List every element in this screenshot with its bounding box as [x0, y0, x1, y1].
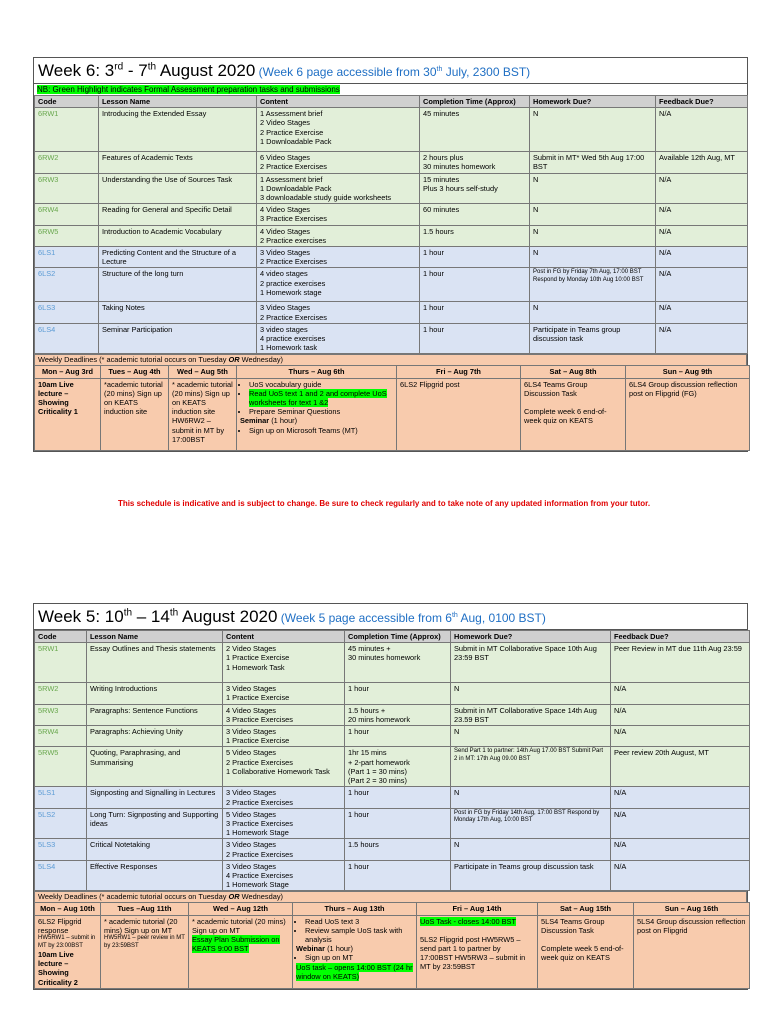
- lesson-content: 3 Video Stages 1 Practice Exercise: [223, 683, 345, 704]
- week5-schedule: [33, 603, 748, 990]
- table-row: [35, 643, 750, 683]
- homework-due: Submit in MT* Wed 5th Aug 17:00 BST: [530, 152, 656, 173]
- lesson-content: 3 Video Stages 2 Practice Exercises: [257, 302, 420, 323]
- lesson-code: 6LS4: [35, 323, 99, 354]
- day-header: Sat – Aug 15th: [538, 903, 634, 915]
- completion-time: 1 hour: [420, 302, 530, 323]
- feedback-due: Available 12th Aug, MT: [656, 152, 748, 173]
- day-header-row: [35, 366, 750, 378]
- table-row: [35, 704, 750, 725]
- completion-time: 1 hour: [345, 808, 451, 839]
- lesson-code: 6RW2: [35, 152, 99, 173]
- feedback-due: N/A: [656, 268, 748, 302]
- lesson-code: 5RW2: [35, 683, 87, 704]
- header-cell: Content: [257, 96, 420, 108]
- sun-cell: 6LS4 Group discussion reflection post on Flipgrid (FG): [626, 378, 750, 450]
- day-header: Sun – Aug 9th: [626, 366, 750, 378]
- lesson-content: 2 Video Stages 1 Practice Exercise 1 Homework Task: [223, 643, 345, 683]
- header-cell: Completion Time (Approx): [345, 631, 451, 643]
- lesson-code: 5LS3: [35, 839, 87, 860]
- lesson-name: Seminar Participation: [99, 323, 257, 354]
- feedback-due: N/A: [611, 787, 750, 808]
- lesson-name: Paragraphs: Sentence Functions: [87, 704, 223, 725]
- mon-cell: 6LS2 Flipgrid response HW5RW1 – submit in MT by 23:00BST 10am Live lecture – Showing Criticality 2: [35, 915, 101, 988]
- day-header: Fri – Aug 7th: [397, 366, 521, 378]
- feedback-due: N/A: [611, 839, 750, 860]
- title-text: Week 5: 10: [38, 607, 124, 626]
- day-header-row: [35, 903, 750, 915]
- homework-due: N: [530, 225, 656, 246]
- lesson-code: 6LS2: [35, 268, 99, 302]
- tue-cell: *academic tutorial (20 mins) Sign up on KEATS induction site: [101, 378, 169, 450]
- header-cell: Homework Due?: [451, 631, 611, 643]
- lesson-code: 6RW5: [35, 225, 99, 246]
- day-header: Tues –Aug 11th: [101, 903, 189, 915]
- feedback-due: Peer Review in MT due 11th Aug 23:59: [611, 643, 750, 683]
- lesson-content: 4 Video Stages 2 Practice exercises: [257, 225, 420, 246]
- list-item: • Review sample UoS task with analysis: [305, 926, 413, 944]
- lesson-content: 1 Assessment brief 2 Video Stages 2 Practice Exercise 1 Downloadable Pack: [257, 108, 420, 152]
- lesson-content: 1 Assessment brief 1 Downloadable Pack 3 downloadable study guide worksheets: [257, 173, 420, 204]
- thu-cell: • UoS vocabulary guide • Read UoS text 1 and 2 and complete UoS worksheets for text 1 &2 • Prepare Seminar Questions Seminar (1 hour) • Sign up on Microsoft Teams (MT): [237, 378, 397, 450]
- header-cell: Homework Due?: [530, 96, 656, 108]
- homework-due: N: [530, 302, 656, 323]
- day-header: Thurs – Aug 13th: [293, 903, 417, 915]
- table-row: [35, 860, 750, 891]
- fri-cell: 6LS2 Flipgrid post: [397, 378, 521, 450]
- lesson-code: 6RW4: [35, 204, 99, 225]
- lesson-content: 3 Video Stages 2 Practice Exercises: [257, 247, 420, 268]
- homework-due: N: [530, 204, 656, 225]
- feedback-due: N/A: [611, 726, 750, 747]
- list-item: • Read UoS text 1 and 2 and complete UoS worksheets for text 1 &2: [249, 389, 393, 407]
- mon-cell: 10am Live lecture – Showing Criticality 1: [35, 378, 101, 450]
- week6-title: [34, 58, 747, 84]
- feedback-due: N/A: [656, 173, 748, 204]
- header-cell: Content: [223, 631, 345, 643]
- sun-cell: 5LS4 Group discussion reflection post on Flipgrid: [634, 915, 750, 988]
- header-cell: Completion Time (Approx): [420, 96, 530, 108]
- lesson-name: Quoting, Paraphrasing, and Summarising: [87, 747, 223, 787]
- day-content-row: [35, 378, 750, 450]
- completion-time: 1 hour: [345, 860, 451, 891]
- title-text: August 2020: [156, 61, 256, 80]
- homework-due: Participate in Teams group discussion task: [451, 860, 611, 891]
- lesson-code: 6RW1: [35, 108, 99, 152]
- day-header: Sat – Aug 8th: [521, 366, 626, 378]
- lesson-name: Essay Outlines and Thesis statements: [87, 643, 223, 683]
- completion-time: 45 minutes + 30 minutes homework: [345, 643, 451, 683]
- lesson-code: 5RW4: [35, 726, 87, 747]
- table-row: [35, 247, 748, 268]
- feedback-due: N/A: [611, 860, 750, 891]
- lesson-code: 6LS3: [35, 302, 99, 323]
- homework-due: N: [451, 839, 611, 860]
- week5-title: [34, 604, 747, 630]
- table-row: [35, 268, 748, 302]
- lesson-code: 5RW3: [35, 704, 87, 725]
- day-header: Thurs – Aug 6th: [237, 366, 397, 378]
- schedule-notice: This schedule is indicative and is subject to change. Be sure to check regularly and to take note of any updated information from your tutor.: [117, 499, 651, 508]
- week5-deadlines-table: [34, 902, 750, 988]
- completion-time: 1 hour: [345, 683, 451, 704]
- title-text: Week 6: 3: [38, 61, 115, 80]
- title-sup: th: [169, 607, 179, 619]
- list-item: • UoS vocabulary guide: [249, 380, 393, 389]
- header-cell: Code: [35, 631, 87, 643]
- lesson-code: 5LS2: [35, 808, 87, 839]
- week5-access-note: (Week 5 page accessible from 6th Aug, 0100 BST): [277, 611, 546, 625]
- lesson-content: 4 video stages 2 practice exercises 1 Homework stage: [257, 268, 420, 302]
- lesson-code: 5RW1: [35, 643, 87, 683]
- lesson-name: Paragraphs: Achieving Unity: [87, 726, 223, 747]
- table-row: [35, 747, 750, 787]
- feedback-due: N/A: [656, 225, 748, 246]
- week6-access-note: (Week 6 page accessible from 30th July, 2300 BST): [255, 65, 531, 79]
- table-row: [35, 323, 748, 354]
- homework-due: Submit in MT Collaborative Space 10th Aug 23:59 BST: [451, 643, 611, 683]
- table-row: [35, 108, 748, 152]
- lesson-content: 4 Video Stages 3 Practice Exercises: [223, 704, 345, 725]
- completion-time: 15 minutes Plus 3 hours self-study: [420, 173, 530, 204]
- homework-due: N: [451, 726, 611, 747]
- day-header: Tues – Aug 4th: [101, 366, 169, 378]
- homework-due: N: [451, 683, 611, 704]
- title-sup: th: [147, 61, 157, 73]
- lesson-code: 6RW3: [35, 173, 99, 204]
- table-row: [35, 173, 748, 204]
- table-row: [35, 787, 750, 808]
- homework-due: Submit in MT Collaborative Space 14th Aug 23.59 BST: [451, 704, 611, 725]
- lesson-content: 5 Video Stages 3 Practice Exercises 1 Homework Stage: [223, 808, 345, 839]
- title-sup: rd: [114, 61, 124, 73]
- lesson-name: Long Turn: Signposting and Supporting ideas: [87, 808, 223, 839]
- list-item: • Read UoS text 3: [305, 917, 413, 926]
- table-row: [35, 302, 748, 323]
- feedback-due: Peer review 20th August, MT: [611, 747, 750, 787]
- lesson-content: 6 Video Stages 2 Practice Exercises: [257, 152, 420, 173]
- feedback-due: N/A: [656, 323, 748, 354]
- feedback-due: N/A: [611, 704, 750, 725]
- lesson-code: 6LS1: [35, 247, 99, 268]
- header-cell: Lesson Name: [99, 96, 257, 108]
- table-header-row: [35, 631, 750, 643]
- homework-due: Post in FG by Friday 7th Aug, 17:00 BST Respond by Monday 10th Aug 10:00 BST: [530, 268, 656, 302]
- table-row: [35, 839, 750, 860]
- homework-due: N: [530, 108, 656, 152]
- feedback-due: N/A: [611, 683, 750, 704]
- table-row: [35, 225, 748, 246]
- day-header: Mon – Aug 3rd: [35, 366, 101, 378]
- week6-deadlines-table: [34, 365, 750, 450]
- lesson-name: Structure of the long turn: [99, 268, 257, 302]
- table-row: [35, 683, 750, 704]
- homework-due: N: [530, 247, 656, 268]
- list-item: • Sign up on MT: [305, 953, 413, 962]
- lesson-name: Critical Notetaking: [87, 839, 223, 860]
- table-row: [35, 726, 750, 747]
- lesson-name: Introduction to Academic Vocabulary: [99, 225, 257, 246]
- title-text: August 2020: [178, 607, 278, 626]
- lesson-name: Reading for General and Specific Detail: [99, 204, 257, 225]
- title-text: – 14: [132, 607, 170, 626]
- completion-time: 45 minutes: [420, 108, 530, 152]
- day-header: Wed – Aug 5th: [169, 366, 237, 378]
- sat-cell: 6LS4 Teams Group Discussion Task Complete week 6 end-of-week quiz on KEATS: [521, 378, 626, 450]
- lesson-code: 5RW5: [35, 747, 87, 787]
- day-content-row: [35, 915, 750, 988]
- feedback-due: N/A: [656, 108, 748, 152]
- homework-due: Post in FG by Friday 14th Aug, 17:00 BST Respond by Monday 17th Aug, 10:00 BST: [451, 808, 611, 839]
- completion-time: 1 hour: [345, 787, 451, 808]
- lesson-name: Writing Introductions: [87, 683, 223, 704]
- day-header: Wed – Aug 12th: [189, 903, 293, 915]
- lesson-content: 3 Video Stages 2 Practice Exercises: [223, 787, 345, 808]
- lesson-code: 5LS1: [35, 787, 87, 808]
- list-item: • Sign up on Microsoft Teams (MT): [249, 426, 393, 435]
- feedback-due: N/A: [656, 204, 748, 225]
- lesson-content: 3 Video Stages 4 Practice Exercises 1 Homework Stage: [223, 860, 345, 891]
- day-header: Sun – Aug 16th: [634, 903, 750, 915]
- lesson-name: Understanding the Use of Sources Task: [99, 173, 257, 204]
- table-row: [35, 808, 750, 839]
- table-header-row: [35, 96, 748, 108]
- lesson-content: 3 Video Stages 2 Practice Exercises: [223, 839, 345, 860]
- feedback-due: N/A: [656, 247, 748, 268]
- completion-time: 1.5 hours: [345, 839, 451, 860]
- feedback-due: N/A: [656, 302, 748, 323]
- table-row: [35, 152, 748, 173]
- completion-time: 1 hour: [345, 726, 451, 747]
- completion-time: 1 hour: [420, 268, 530, 302]
- weekly-deadlines-heading: Weekly Deadlines (* academic tutorial occurs on Tuesday OR Wednesday): [34, 891, 747, 902]
- title-text: - 7: [123, 61, 148, 80]
- lesson-name: Features of Academic Texts: [99, 152, 257, 173]
- header-cell: Feedback Due?: [656, 96, 748, 108]
- homework-due: N: [530, 173, 656, 204]
- wed-cell: * academic tutorial (20 mins) Sign up on MT Essay Plan Submission on KEATS 9:00 BST: [189, 915, 293, 988]
- highlight-note: NB: Green Highlight indicates Formal Assessment preparation tasks and submissions: [37, 85, 340, 94]
- week6-schedule: [33, 57, 748, 452]
- thu-cell: • Read UoS text 3 • Review sample UoS task with analysis Webinar (1 hour) • Sign up on MT UoS task – opens 14:00 BST (24 hr window on KEATS): [293, 915, 417, 988]
- homework-due: N: [451, 787, 611, 808]
- table-row: [35, 204, 748, 225]
- week6-lesson-table: [34, 95, 748, 354]
- lesson-name: Taking Notes: [99, 302, 257, 323]
- completion-time: 1.5 hours: [420, 225, 530, 246]
- completion-time: 1hr 15 mins + 2-part homework (Part 1 = 30 mins) (Part 2 = 30 mins): [345, 747, 451, 787]
- lesson-content: 4 Video Stages 3 Practice Exercises: [257, 204, 420, 225]
- completion-time: 60 minutes: [420, 204, 530, 225]
- tue-cell: * academic tutorial (20 mins) Sign up on MT HW5RW1 – peer review in MT by 23:59BST: [101, 915, 189, 988]
- lesson-content: 3 Video Stages 1 Practice Exercise: [223, 726, 345, 747]
- lesson-name: Effective Responses: [87, 860, 223, 891]
- feedback-due: N/A: [611, 808, 750, 839]
- homework-due: Participate in Teams group discussion task: [530, 323, 656, 354]
- header-cell: Lesson Name: [87, 631, 223, 643]
- completion-time: 1 hour: [420, 247, 530, 268]
- header-cell: Code: [35, 96, 99, 108]
- fri-cell: UoS Task - closes 14:00 BST 5LS2 Flipgrid post HW5RW5 – send part 1 to partner by 17:00BST HW5RW3 – submit in MT by 23:59BST: [417, 915, 538, 988]
- completion-time: 2 hours plus 30 minutes homework: [420, 152, 530, 173]
- lesson-name: Signposting and Signalling in Lectures: [87, 787, 223, 808]
- title-sup: th: [123, 607, 133, 619]
- list-item: • Prepare Seminar Questions: [249, 407, 393, 416]
- completion-time: 1.5 hours + 20 mins homework: [345, 704, 451, 725]
- weekly-deadlines-heading: Weekly Deadlines (* academic tutorial occurs on Tuesday OR Wednesday): [34, 354, 747, 365]
- header-cell: Feedback Due?: [611, 631, 750, 643]
- lesson-name: Introducing the Extended Essay: [99, 108, 257, 152]
- lesson-code: 5LS4: [35, 860, 87, 891]
- sat-cell: 5LS4 Teams Group Discussion Task Complete week 5 end-of-week quiz on KEATS: [538, 915, 634, 988]
- lesson-content: 5 Video Stages 2 Practice Exercises 1 Collaborative Homework Task: [223, 747, 345, 787]
- lesson-name: Predicting Content and the Structure of a Lecture: [99, 247, 257, 268]
- week5-lesson-table: [34, 630, 750, 891]
- completion-time: 1 hour: [420, 323, 530, 354]
- day-header: Mon – Aug 10th: [35, 903, 101, 915]
- homework-due: Send Part 1 to partner: 14th Aug 17.00 BST Submit Part 2 in MT: 17th Aug 09.00 BST: [451, 747, 611, 787]
- lesson-content: 3 video stages 4 practice exercises 1 Homework task: [257, 323, 420, 354]
- wed-cell: * academic tutorial (20 mins) Sign up on KEATS induction site HW6RW2 – submit in MT by 17:00BST: [169, 378, 237, 450]
- day-header: Fri – Aug 14th: [417, 903, 538, 915]
